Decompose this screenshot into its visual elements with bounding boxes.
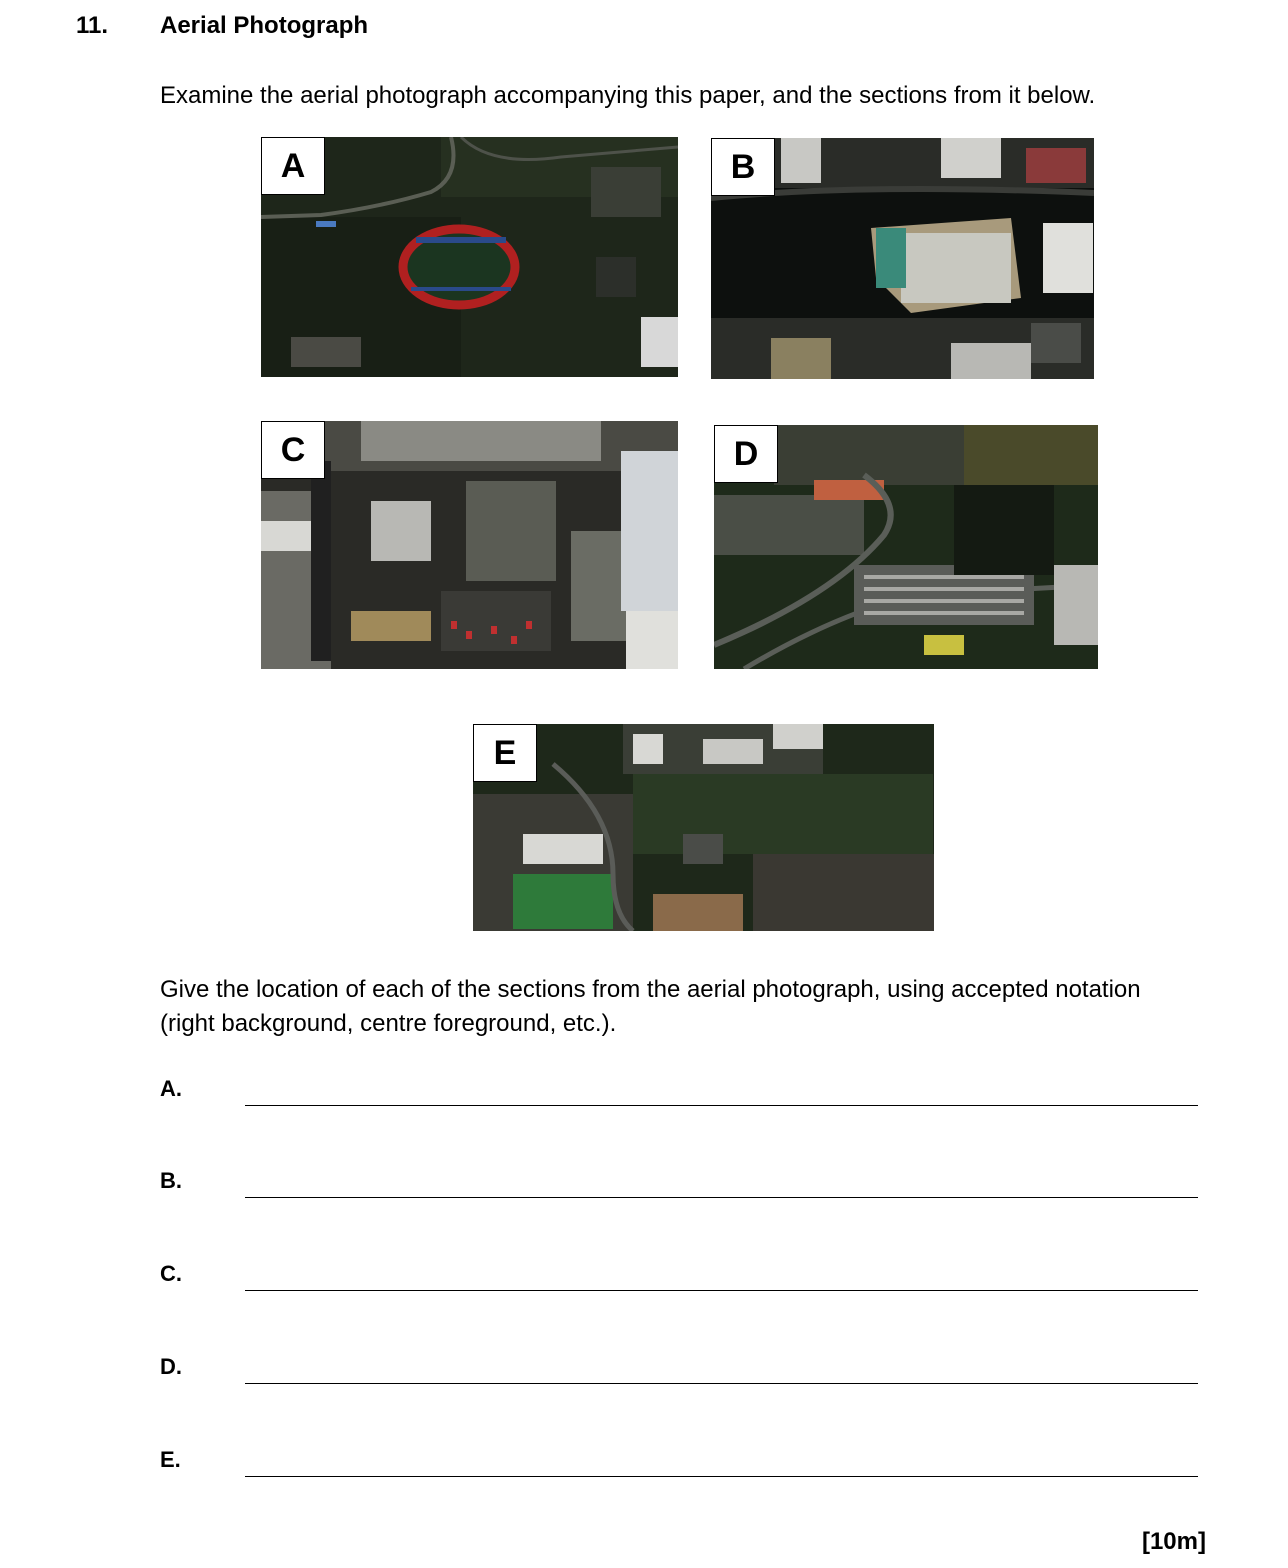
answer-label-d: D. <box>160 1354 182 1379</box>
aerial-photo-b <box>711 138 1094 379</box>
aerial-photo-c <box>261 421 678 669</box>
answer-line-d[interactable] <box>245 1383 1198 1384</box>
photo-label-d: D <box>714 425 778 483</box>
intro-text: Examine the aerial photograph accompanying this paper, and the sections from it below. <box>160 82 1096 109</box>
answer-line-e[interactable] <box>245 1476 1198 1477</box>
answer-row-e <box>160 1437 1198 1477</box>
answer-line-c[interactable] <box>245 1290 1198 1291</box>
photo-label-c: C <box>261 421 325 479</box>
photo-label-a: A <box>261 137 325 195</box>
answer-row-d <box>160 1344 1198 1384</box>
aerial-photo-a <box>261 137 678 377</box>
answer-label-b: B. <box>160 1168 182 1193</box>
answer-row-a <box>160 1066 1198 1106</box>
answer-line-b[interactable] <box>245 1197 1198 1198</box>
answer-row-c <box>160 1251 1198 1291</box>
marks-allocation: [10m] <box>1141 1528 1206 1555</box>
answer-label-c: C. <box>160 1261 182 1286</box>
photo-label-b: B <box>711 138 775 196</box>
aerial-photo-e <box>473 724 934 931</box>
question-number: 11. <box>76 12 109 39</box>
answer-label-a: A. <box>160 1076 182 1101</box>
answer-row-b <box>160 1158 1198 1198</box>
answer-label-e: E. <box>160 1447 181 1472</box>
aerial-image-e <box>473 724 934 931</box>
photo-label-e: E <box>473 724 537 782</box>
question-title: Aerial Photograph <box>160 12 369 39</box>
aerial-photo-d <box>714 425 1098 669</box>
answer-line-a[interactable] <box>245 1105 1198 1106</box>
instruction-text: Give the location of each of the sections from the aerial photograph, using accepted notation (right background, centre foreground, etc.). <box>160 976 1141 1037</box>
